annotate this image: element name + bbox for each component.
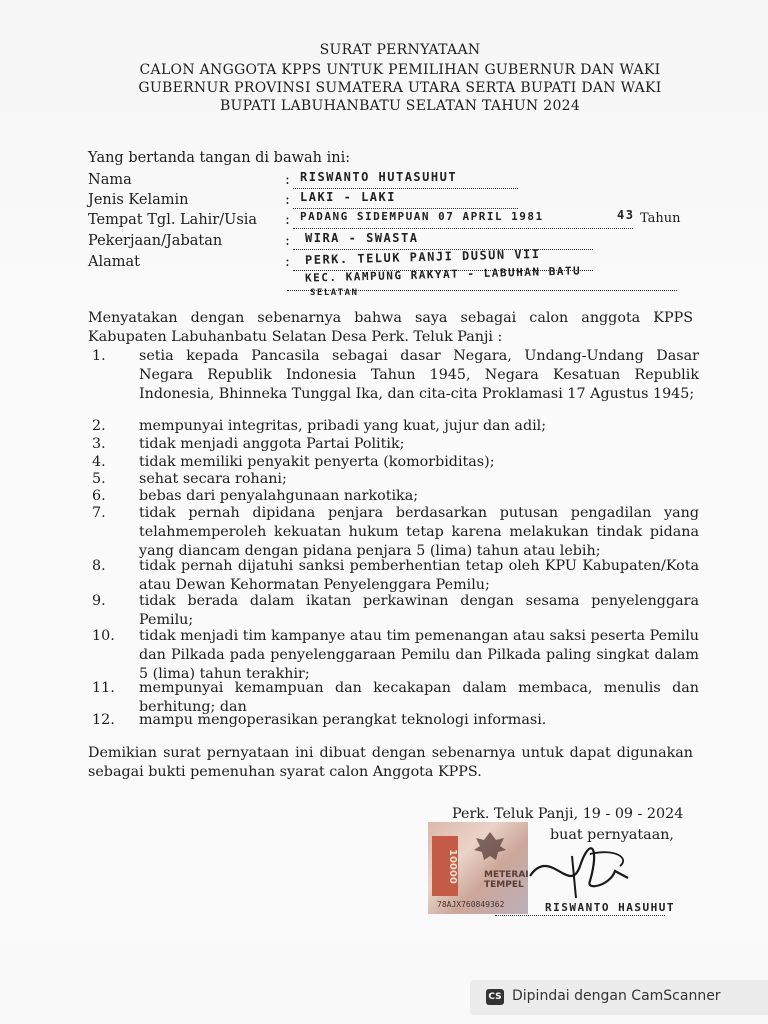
signature-scribble (520, 836, 640, 906)
value-pekerjaan: WIRA - SWASTA (305, 231, 419, 245)
item-text: sehat secara rohani; (139, 471, 287, 487)
item-number: 8. (92, 558, 106, 574)
label-ttl: Tempat Tgl. Lahir/Usia (88, 212, 258, 228)
doc-subtitle-3: BUPATI LABUHANBATU SELATAN TAHUN 2024 (219, 98, 581, 114)
item-number: 11. (92, 680, 115, 696)
statement-paragraph: Menyatakan dengan sebenarnya bahwa saya sebagai calon anggota KPPS Kabupaten Labuhanbatu Selatan Desa Perk. Teluk Panji : (88, 310, 693, 345)
camscanner-watermark (470, 980, 768, 1015)
item-text: mempunyai kemampuan dan kecakapan dalam membaca, menulis dan berhitung; dan (139, 680, 699, 715)
dotted-line (293, 208, 518, 209)
value-jenis-kelamin: LAKI - LAKI (300, 190, 396, 204)
value-alamat-1: PERK. TELUK PANJI DUSUN VII (304, 246, 541, 268)
colon: : (285, 254, 290, 270)
item-number: 7. (92, 505, 106, 521)
doc-title: SURAT PERNYATAAN (319, 42, 481, 58)
camscanner-text: Dipindai dengan CamScanner (512, 988, 721, 1004)
value-alamat-3: SELATAN (310, 288, 359, 298)
intro-text: Yang bertanda tangan di bawah ini: (88, 150, 351, 166)
doc-subtitle-2: GUBERNUR PROVINSI SUMATERA UTARA SERTA BUPATI DAN WAKI (138, 80, 662, 96)
item-number: 5. (92, 471, 106, 487)
item-number: 9. (92, 593, 106, 609)
stamp-code: 78AJX760849362 (437, 900, 505, 909)
item-number: 10. (92, 628, 115, 644)
item-text: bebas dari penyalahgunaan narkotika; (139, 488, 419, 504)
item-number: 2. (92, 418, 106, 434)
colon: : (285, 212, 290, 228)
camscanner-icon: CS (486, 989, 504, 1005)
item-number: 1. (92, 348, 106, 364)
stamp-value: 10000 (432, 836, 458, 896)
place-date: Perk. Teluk Panji, 19 - 09 - 2024 (452, 806, 684, 822)
item-text: setia kepada Pancasila sebagai dasar Negara, Undang-Undang Dasar Negara Republik Indonesia Tahun 1945, Negara Kesatuan Republik Indonesia, Bhinneka Tunggal Ika, dan cita-cita Proklamasi 17 Agustus 1945; (139, 348, 699, 402)
item-text: tidak berada dalam ikatan perkawinan dengan sesama penyelenggara Pemilu; (139, 593, 699, 628)
item-text: tidak pernah dijatuhi sanksi pemberhentian tetap oleh KPU Kabupaten/Kota atau Dewan Kehormatan Penyelenggara Pemilu; (139, 558, 699, 593)
item-text: mampu mengoperasikan perangkat teknologi informasi. (139, 712, 547, 728)
age-unit: Tahun (640, 211, 681, 226)
stamp-label-line2: TEMPEL (484, 880, 524, 890)
item-number: 12. (92, 712, 115, 728)
colon: : (285, 233, 290, 249)
label-alamat: Alamat (88, 254, 140, 270)
label-pekerjaan: Pekerjaan/Jabatan (88, 233, 223, 249)
item-text: mempunyai integritas, pribadi yang kuat, jujur dan adil; (139, 418, 547, 434)
signature-line (495, 915, 665, 916)
signer-name: RISWANTO HASUHUT (545, 901, 675, 914)
item-text: tidak pernah dipidana penjara berdasarkan putusan pengadilan yang telahmemperoleh kekuatan hukum tetap karena melakukan tindak pidana yang diancam dengan pidana penjara 5 (lima) tahun atau lebih; (139, 505, 699, 559)
dotted-line (293, 228, 633, 229)
stamp-label-line1: METERAI (484, 870, 529, 880)
item-number: 3. (92, 436, 106, 452)
colon: : (285, 192, 290, 208)
label-jenis-kelamin: Jenis Kelamin (88, 192, 189, 208)
item-text: tidak menjadi tim kampanye atau tim pemenangan atau saksi peserta Pemilu dan Pilkada pada penyelenggaraan Pemilu dan Pilkada paling singkat dalam 5 (lima) tahun terakhir; (139, 628, 699, 682)
item-text: tidak menjadi anggota Partai Politik; (139, 436, 405, 452)
value-ttl: PADANG SIDEMPUAN 07 APRIL 1981 (300, 210, 544, 223)
closing-paragraph: Demikian surat pernyataan ini dibuat dengan sebenarnya untuk dapat digunakan sebagai bukti pemenuhan syarat calon Anggota KPPS. (88, 745, 693, 780)
garuda-emblem-icon (470, 828, 510, 868)
item-number: 6. (92, 488, 106, 504)
value-nama: RISWANTO HUTASUHUT (300, 170, 458, 184)
value-alamat-2: KEC. KAMPUNG RAKYAT - LABUHAN BATU (304, 264, 582, 285)
dotted-line (293, 188, 518, 189)
label-nama: Nama (88, 172, 132, 188)
item-number: 4. (92, 454, 106, 470)
signature-caption: buat pernyataan, (550, 827, 674, 843)
value-age: 43 (617, 208, 635, 222)
doc-subtitle-1: CALON ANGGOTA KPPS UNTUK PEMILIHAN GUBERNUR DAN WAKI (139, 62, 661, 78)
colon: : (285, 172, 290, 188)
item-text: tidak memiliki penyakit penyerta (komorbiditas); (139, 454, 495, 470)
